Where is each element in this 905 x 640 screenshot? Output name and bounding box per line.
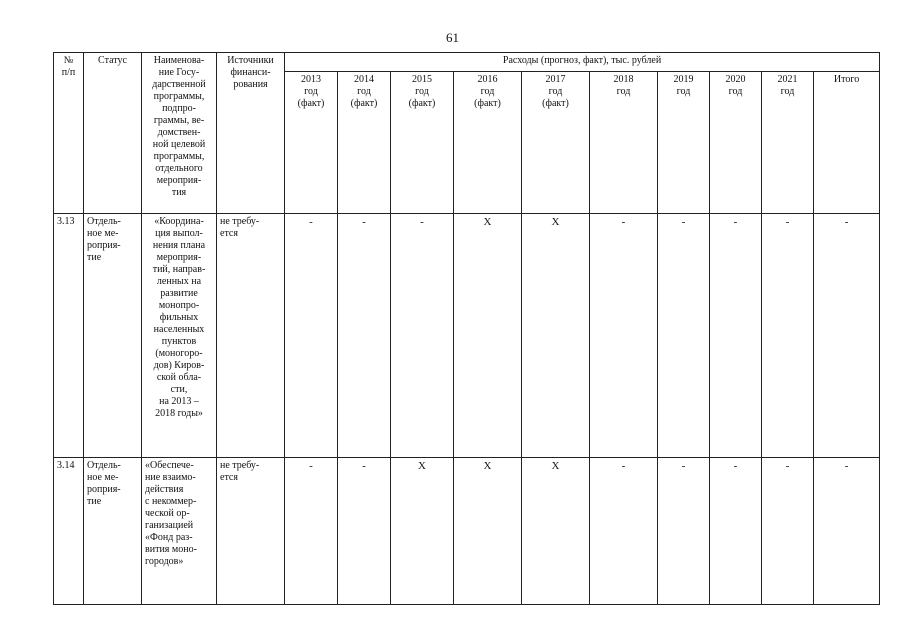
cell-value: -: [658, 213, 710, 457]
row-num: [54, 213, 84, 457]
cell-value: -: [710, 213, 762, 457]
year-label: 2020 год: [725, 74, 746, 98]
header-total: [814, 72, 880, 214]
row-name: [142, 458, 217, 605]
cell-value: X: [522, 458, 590, 605]
row-num: [54, 458, 84, 605]
table-row: [54, 213, 880, 457]
header-year-2016: [454, 72, 522, 214]
cell-value: -: [338, 458, 391, 605]
header-sources-text: Источники финанси- рования: [227, 55, 274, 90]
header-expenses-text: Расходы (прогноз, факт), тыс. рублей: [502, 55, 662, 66]
header-name: [142, 53, 217, 214]
cell-value: -: [814, 458, 880, 605]
cell-value: X: [454, 213, 522, 457]
table-row: [54, 458, 880, 605]
cell-value: -: [285, 458, 338, 605]
year-label: 2014 год (факт): [350, 74, 378, 110]
header-year-2013: [285, 72, 338, 214]
header-year-2017: [522, 72, 590, 214]
year-label: 2013 год (факт): [297, 74, 325, 110]
page-number: 61: [446, 30, 459, 45]
year-label: 2018 год: [613, 74, 634, 98]
row-num-text: 3.13: [57, 215, 75, 227]
cell-value: -: [590, 458, 658, 605]
row-source: [217, 213, 285, 457]
year-label: Итого: [833, 74, 860, 86]
cell-value: -: [590, 213, 658, 457]
header-year-2020: [710, 72, 762, 214]
header-num-text: № п/п: [61, 55, 76, 78]
year-label: 2019 год: [673, 74, 694, 98]
cell-value: -: [391, 213, 454, 457]
cell-value: -: [762, 458, 814, 605]
cell-value: X: [522, 213, 590, 457]
row-status-text: Отдель- ное ме- роприя- тие: [87, 460, 121, 508]
row-status: [84, 213, 142, 457]
year-label: 2016 год (факт): [474, 74, 501, 110]
row-num-text: 3.14: [57, 460, 75, 472]
header-year-2021: [762, 72, 814, 214]
cell-value: -: [710, 458, 762, 605]
row-status-text: Отдель- ное ме- роприя- тие: [87, 215, 121, 263]
year-label: 2021 год: [777, 74, 798, 98]
budget-table: [53, 52, 880, 605]
year-label: 2017 год (факт): [542, 74, 569, 110]
header-year-2014: [338, 72, 391, 214]
row-name: [142, 213, 217, 457]
cell-value: X: [454, 458, 522, 605]
row-source-text: не требу- ется: [220, 215, 260, 239]
year-label: 2015 год (факт): [408, 74, 436, 110]
cell-value: -: [285, 213, 338, 457]
row-status: [84, 458, 142, 605]
row-name-text: «Координа- ция выпол- нения плана мероприя- тий, направ- ленных на развитие монопро- фильных населенных пунктов (моногоро- дов) Киров- ской обла- сти, на 2013 – 2018 годы»: [152, 215, 206, 419]
header-year-2019: [658, 72, 710, 214]
header-status-text: Статус: [98, 55, 127, 66]
cell-value: -: [814, 213, 880, 457]
cell-value: -: [762, 213, 814, 457]
row-name-text: «Обеспече- ние взаимо- действия с некоммер- ческой ор- ганизацией «Фонд раз- вития моно- городов»: [145, 460, 197, 568]
cell-value: -: [658, 458, 710, 605]
cell-value: X: [391, 458, 454, 605]
header-sources: [217, 53, 285, 214]
row-source: [217, 458, 285, 605]
row-source-text: не требу- ется: [220, 460, 260, 484]
header-year-2018: [590, 72, 658, 214]
header-name-text: Наименова- ние Госу- дарственной программы, подпро- граммы, ве- домствен- ной целевой программы, отдельного мероприя- тия: [152, 55, 206, 198]
header-expenses: [285, 53, 880, 72]
cell-value: -: [338, 213, 391, 457]
header-status: [84, 53, 142, 214]
header-num: [54, 53, 84, 214]
header-row: [54, 53, 880, 72]
header-year-2015: [391, 72, 454, 214]
